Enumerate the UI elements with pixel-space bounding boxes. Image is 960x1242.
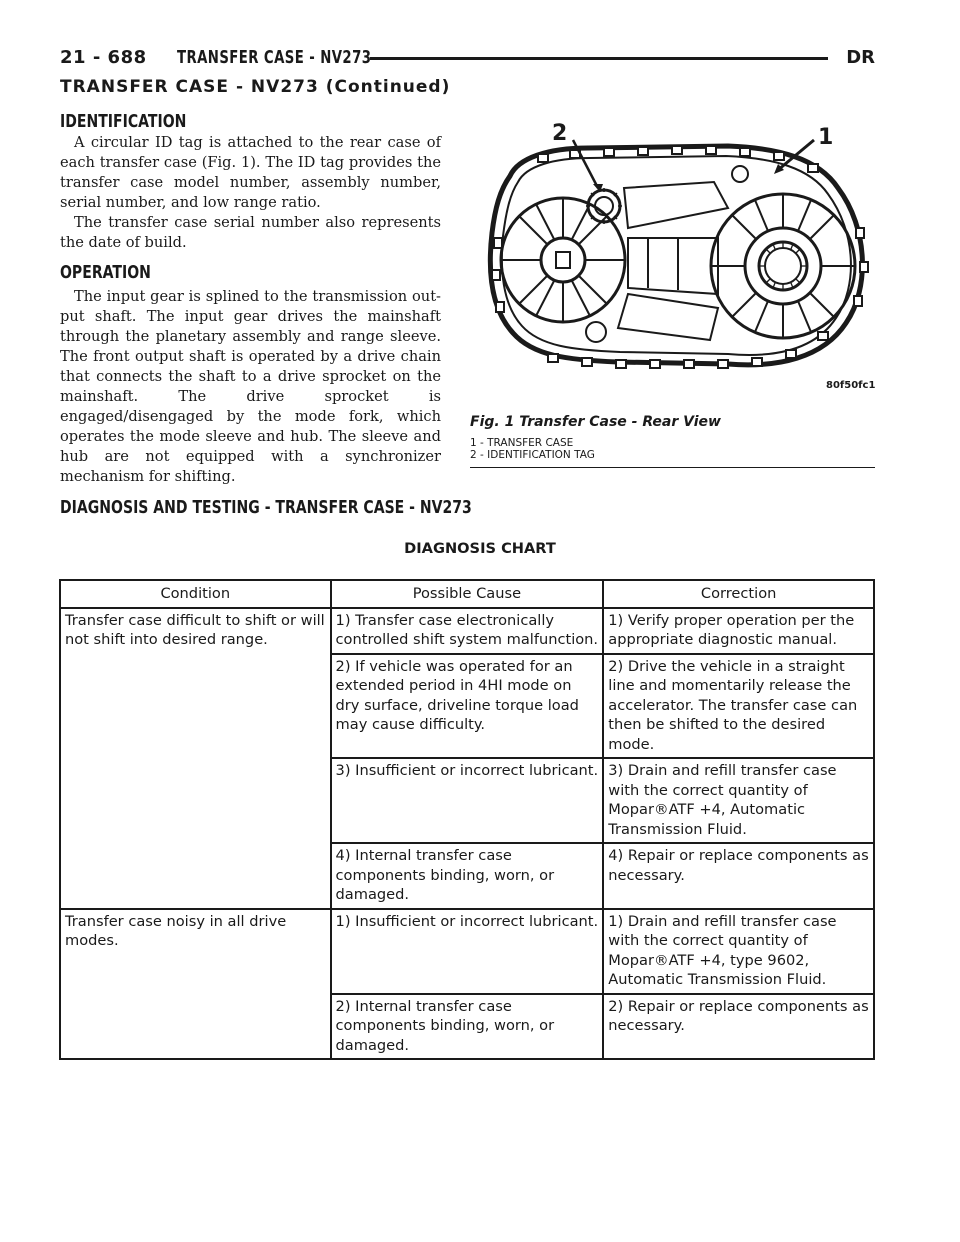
figure-code: 80f50fc1 (826, 380, 876, 391)
figure-caption: Fig. 1 Transfer Case - Rear View (470, 414, 721, 430)
figure-legend-2: 2 - IDENTIFICATION TAG (470, 449, 595, 461)
correction-cell: 1) Verify proper operation per the appropriate diagnostic manual. (603, 608, 874, 654)
identification-paragraph-1: A circular ID tag is attached to the rear case of each transfer case (Fig. 1). The ID tag provides the transfer case model number, assembly number, serial number, and low range ratio. (60, 134, 441, 211)
figure-rule (470, 467, 875, 468)
section-title: TRANSFER CASE - NV273 (177, 47, 372, 68)
continued-title: TRANSFER CASE - NV273 (Continued) (60, 77, 451, 97)
correction-cell: 2) Repair or replace components as necessary. (603, 994, 874, 1060)
operation-text: The input gear is splined to the transmission out-put shaft. The input gear drives the mainshaft through the planetary assembly and range sleeve. The front output shaft is operated by a drive chain that connects the shaft to a drive sprocket on the mainshaft. The drive sprocket is engaged/disengaged by the mode fork, which operates the mode sleeve and hub. The sleeve and hub are not equipped with a synchronizer mechanism for shifting. (60, 288, 441, 485)
cause-cell: 1) Transfer case electronically controlled shift system malfunction. (331, 608, 604, 654)
operation-paragraph (60, 287, 441, 487)
transfer-case-illustration (478, 118, 878, 380)
page-header (60, 47, 414, 68)
table-row (60, 909, 874, 994)
correction-cell: 2) Drive the vehicle in a straight line and momentarily release the accelerator. The transfer case can then be shifted to the desired mode. (603, 654, 874, 759)
identification-heading: IDENTIFICATION (60, 111, 187, 132)
diagnosis-chart-table (59, 579, 875, 1060)
page-number: 21 - 688 (60, 47, 147, 68)
diagnosis-chart-title: DIAGNOSIS CHART (404, 540, 556, 557)
condition-cell: Transfer case difficult to shift or will not shift into desired range. (60, 608, 331, 909)
cause-cell: 4) Internal transfer case components binding, worn, or damaged. (331, 843, 604, 909)
condition-cell: Transfer case noisy in all drive modes. (60, 909, 331, 1060)
case-outline (490, 146, 862, 365)
operation-heading: OPERATION (60, 262, 151, 283)
table-row (60, 608, 874, 654)
cause-cell: 1) Insufficient or incorrect lubricant. (331, 909, 604, 994)
correction-cell: 4) Repair or replace components as necessary. (603, 843, 874, 909)
correction-cell: 1) Drain and refill transfer case with the correct quantity of Mopar®ATF +4, type 9602, Automatic Transmission Fluid. (603, 909, 874, 994)
brand-code: DR (846, 47, 875, 68)
callout-1-label: 1 (818, 125, 834, 150)
identification-paragraph-2: The transfer case serial number also represents the date of build. (60, 214, 441, 251)
callout-2-label: 2 (552, 121, 568, 146)
cause-cell: 2) If vehicle was operated for an extended period in 4HI mode on dry surface, driveline torque load may cause difficulty. (331, 654, 604, 759)
header-rule (370, 57, 828, 60)
correction-cell: 3) Drain and refill transfer case with the correct quantity of Mopar®ATF +4, Automatic Transmission Fluid. (603, 758, 874, 843)
diagnosis-heading: DIAGNOSIS AND TESTING - TRANSFER CASE - NV273 (60, 497, 472, 518)
cause-cell: 3) Insufficient or incorrect lubricant. (331, 758, 604, 843)
figure-legend-1: 1 - TRANSFER CASE (470, 437, 574, 449)
identification-body (60, 133, 441, 253)
table-header-row (60, 580, 874, 608)
column-header-correction: Correction (603, 580, 874, 608)
cause-cell: 2) Internal transfer case components binding, worn, or damaged. (331, 994, 604, 1060)
column-header-cause: Possible Cause (331, 580, 604, 608)
column-header-condition: Condition (60, 580, 331, 608)
